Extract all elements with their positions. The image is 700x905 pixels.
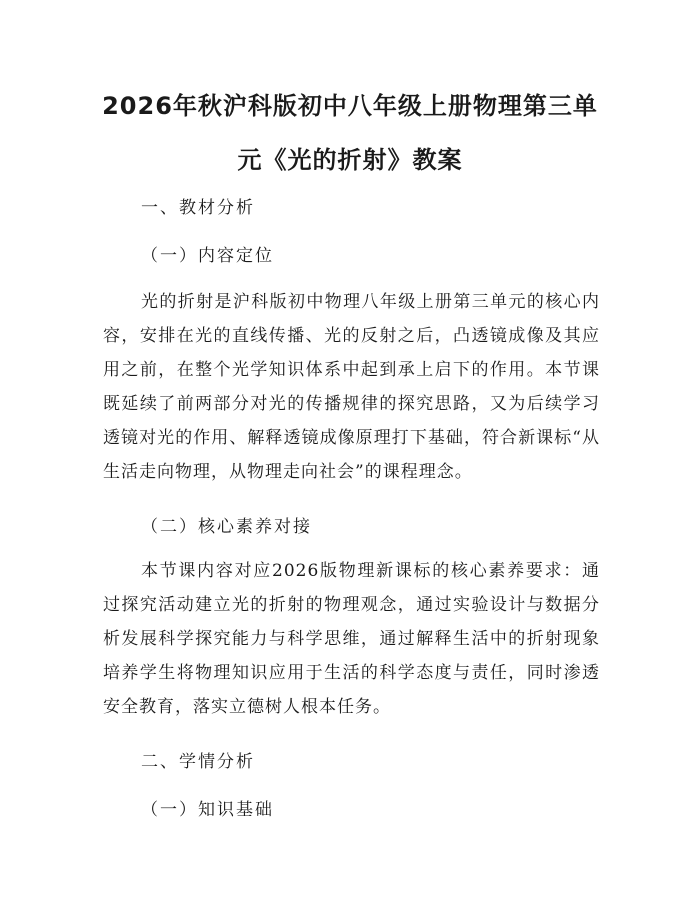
subsection-heading-knowledge-base: （一）知识基础 xyxy=(141,800,274,820)
document-title-line-1: 2026年秋沪科版初中八年级上册物理第三单 xyxy=(102,92,598,120)
document-title-line-2: 元《光的折射》教案 xyxy=(237,146,463,174)
section-heading-textbook-analysis: 一、教材分析 xyxy=(141,198,255,218)
paragraph-content-positioning: 光的折射是沪科版初中物理八年级上册第三单元的核心内容，安排在光的直线传播、光的反射之后，凸透镜成像及其应用之前，在整个光学知识体系中起到承上启下的作用。本节课既延续了前两部分对光的传播规律的探究思路，又为后续学习透镜对光的作用、解释透镜成像原理打下基础，符合新课标“从生活走向物理，从物理走向社会”的课程理念。 xyxy=(103,292,600,482)
subsection-heading-core-literacy: （二）核心素养对接 xyxy=(141,517,312,537)
subsection-heading-content-positioning: （一）内容定位 xyxy=(141,246,274,266)
paragraph-core-literacy: 本节课内容对应2026版物理新课标的核心素养要求：通过探究活动建立光的折射的物理观念，通过实验设计与数据分析发展科学探究能力与科学思维，通过解释生活中的折射现象培养学生将物理知识应用于生活的科学态度与责任，同时渗透安全教育，落实立德树人根本任务。 xyxy=(103,561,600,717)
section-heading-learner-analysis: 二、学情分析 xyxy=(141,752,255,772)
